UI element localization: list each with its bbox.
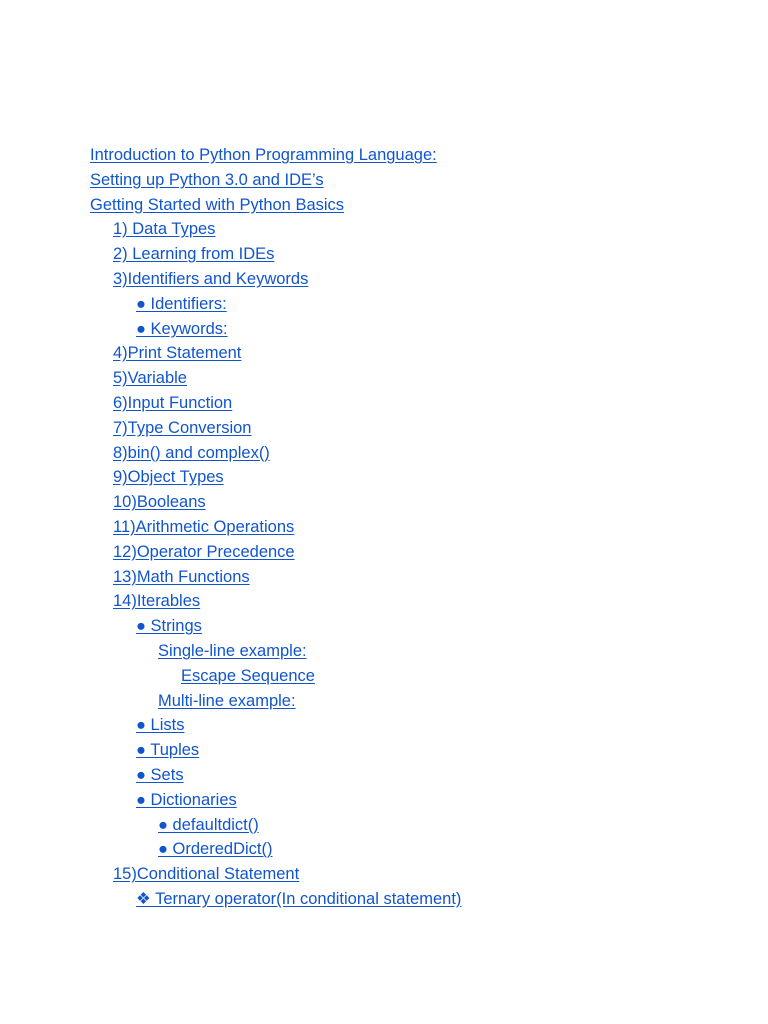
toc-entry <box>90 540 461 565</box>
toc-link[interactable]: ● Lists <box>136 716 185 735</box>
toc-link[interactable]: Getting Started with Python Basics <box>90 195 345 214</box>
toc-entry <box>90 813 461 838</box>
toc-entry <box>90 217 461 242</box>
toc-entry <box>90 515 461 540</box>
toc-entry <box>90 193 461 218</box>
toc-link[interactable]: 6)Input Function <box>113 393 233 412</box>
toc-entry <box>90 565 461 590</box>
toc-entry <box>90 267 461 292</box>
toc-entry <box>90 143 461 168</box>
toc-link[interactable]: 15)Conditional Statement <box>113 865 300 884</box>
toc-entry <box>90 341 461 366</box>
toc-link[interactable]: 2) Learning from IDEs <box>113 245 275 264</box>
toc-link[interactable]: ● Tuples <box>136 741 200 760</box>
toc-link[interactable]: 10)Booleans <box>113 493 206 512</box>
toc-entry <box>90 614 461 639</box>
toc-entry <box>90 589 461 614</box>
toc-entry <box>90 441 461 466</box>
toc-entry <box>90 664 461 689</box>
toc-entry <box>90 242 461 267</box>
toc-entry <box>90 317 461 342</box>
toc-link[interactable]: 1) Data Types <box>113 220 216 239</box>
toc-entry <box>90 763 461 788</box>
toc-link[interactable]: ● Sets <box>136 765 184 784</box>
toc-link[interactable]: ● Strings <box>136 617 202 636</box>
toc-entry <box>90 689 461 714</box>
toc-link[interactable]: 12)Operator Precedence <box>113 542 295 561</box>
toc-link[interactable]: 3)Identifiers and Keywords <box>113 269 309 288</box>
toc-link[interactable]: ● OrderedDict() <box>158 840 273 859</box>
toc-entry <box>90 490 461 515</box>
toc-link[interactable]: Multi-line example: <box>158 691 296 710</box>
toc-link[interactable]: 4)Print Statement <box>113 344 242 363</box>
toc-link[interactable]: Single-line example: <box>158 641 307 660</box>
toc-entry <box>90 416 461 441</box>
toc-entry <box>90 713 461 738</box>
toc-link[interactable]: 14)Iterables <box>113 592 201 611</box>
toc-entry <box>90 862 461 887</box>
toc-link[interactable]: 5)Variable <box>113 369 187 388</box>
toc-entry <box>90 639 461 664</box>
toc-link[interactable]: 9)Object Types <box>113 468 224 487</box>
toc-entry <box>90 887 461 912</box>
toc-link[interactable]: ● defaultdict() <box>158 815 259 834</box>
toc-entry <box>90 788 461 813</box>
toc-link[interactable]: 13)Math Functions <box>113 567 250 586</box>
toc-link[interactable]: Setting up Python 3.0 and IDE’s <box>90 170 324 189</box>
toc-link[interactable]: Introduction to Python Programming Language: <box>90 146 437 164</box>
toc-entry <box>90 391 461 416</box>
toc-link[interactable]: ● Keywords: <box>136 319 228 338</box>
toc-entry <box>90 366 461 391</box>
toc-link[interactable]: ❖ Ternary operator(In conditional statement) <box>136 889 462 908</box>
toc-link[interactable]: 7)Type Conversion <box>113 418 252 437</box>
toc-link[interactable]: ● Identifiers: <box>136 294 227 313</box>
toc-link[interactable]: ● Dictionaries <box>136 790 237 809</box>
toc-entry <box>90 168 461 193</box>
toc-link[interactable]: 11)Arithmetic Operations <box>113 517 295 536</box>
toc-entry <box>90 292 461 317</box>
toc-link[interactable]: 8)bin() and complex() <box>113 443 270 462</box>
table-of-contents <box>90 143 461 912</box>
toc-entry <box>90 738 461 763</box>
toc-link[interactable]: Escape Sequence <box>181 666 315 685</box>
toc-entry <box>90 837 461 862</box>
toc-entry <box>90 465 461 490</box>
